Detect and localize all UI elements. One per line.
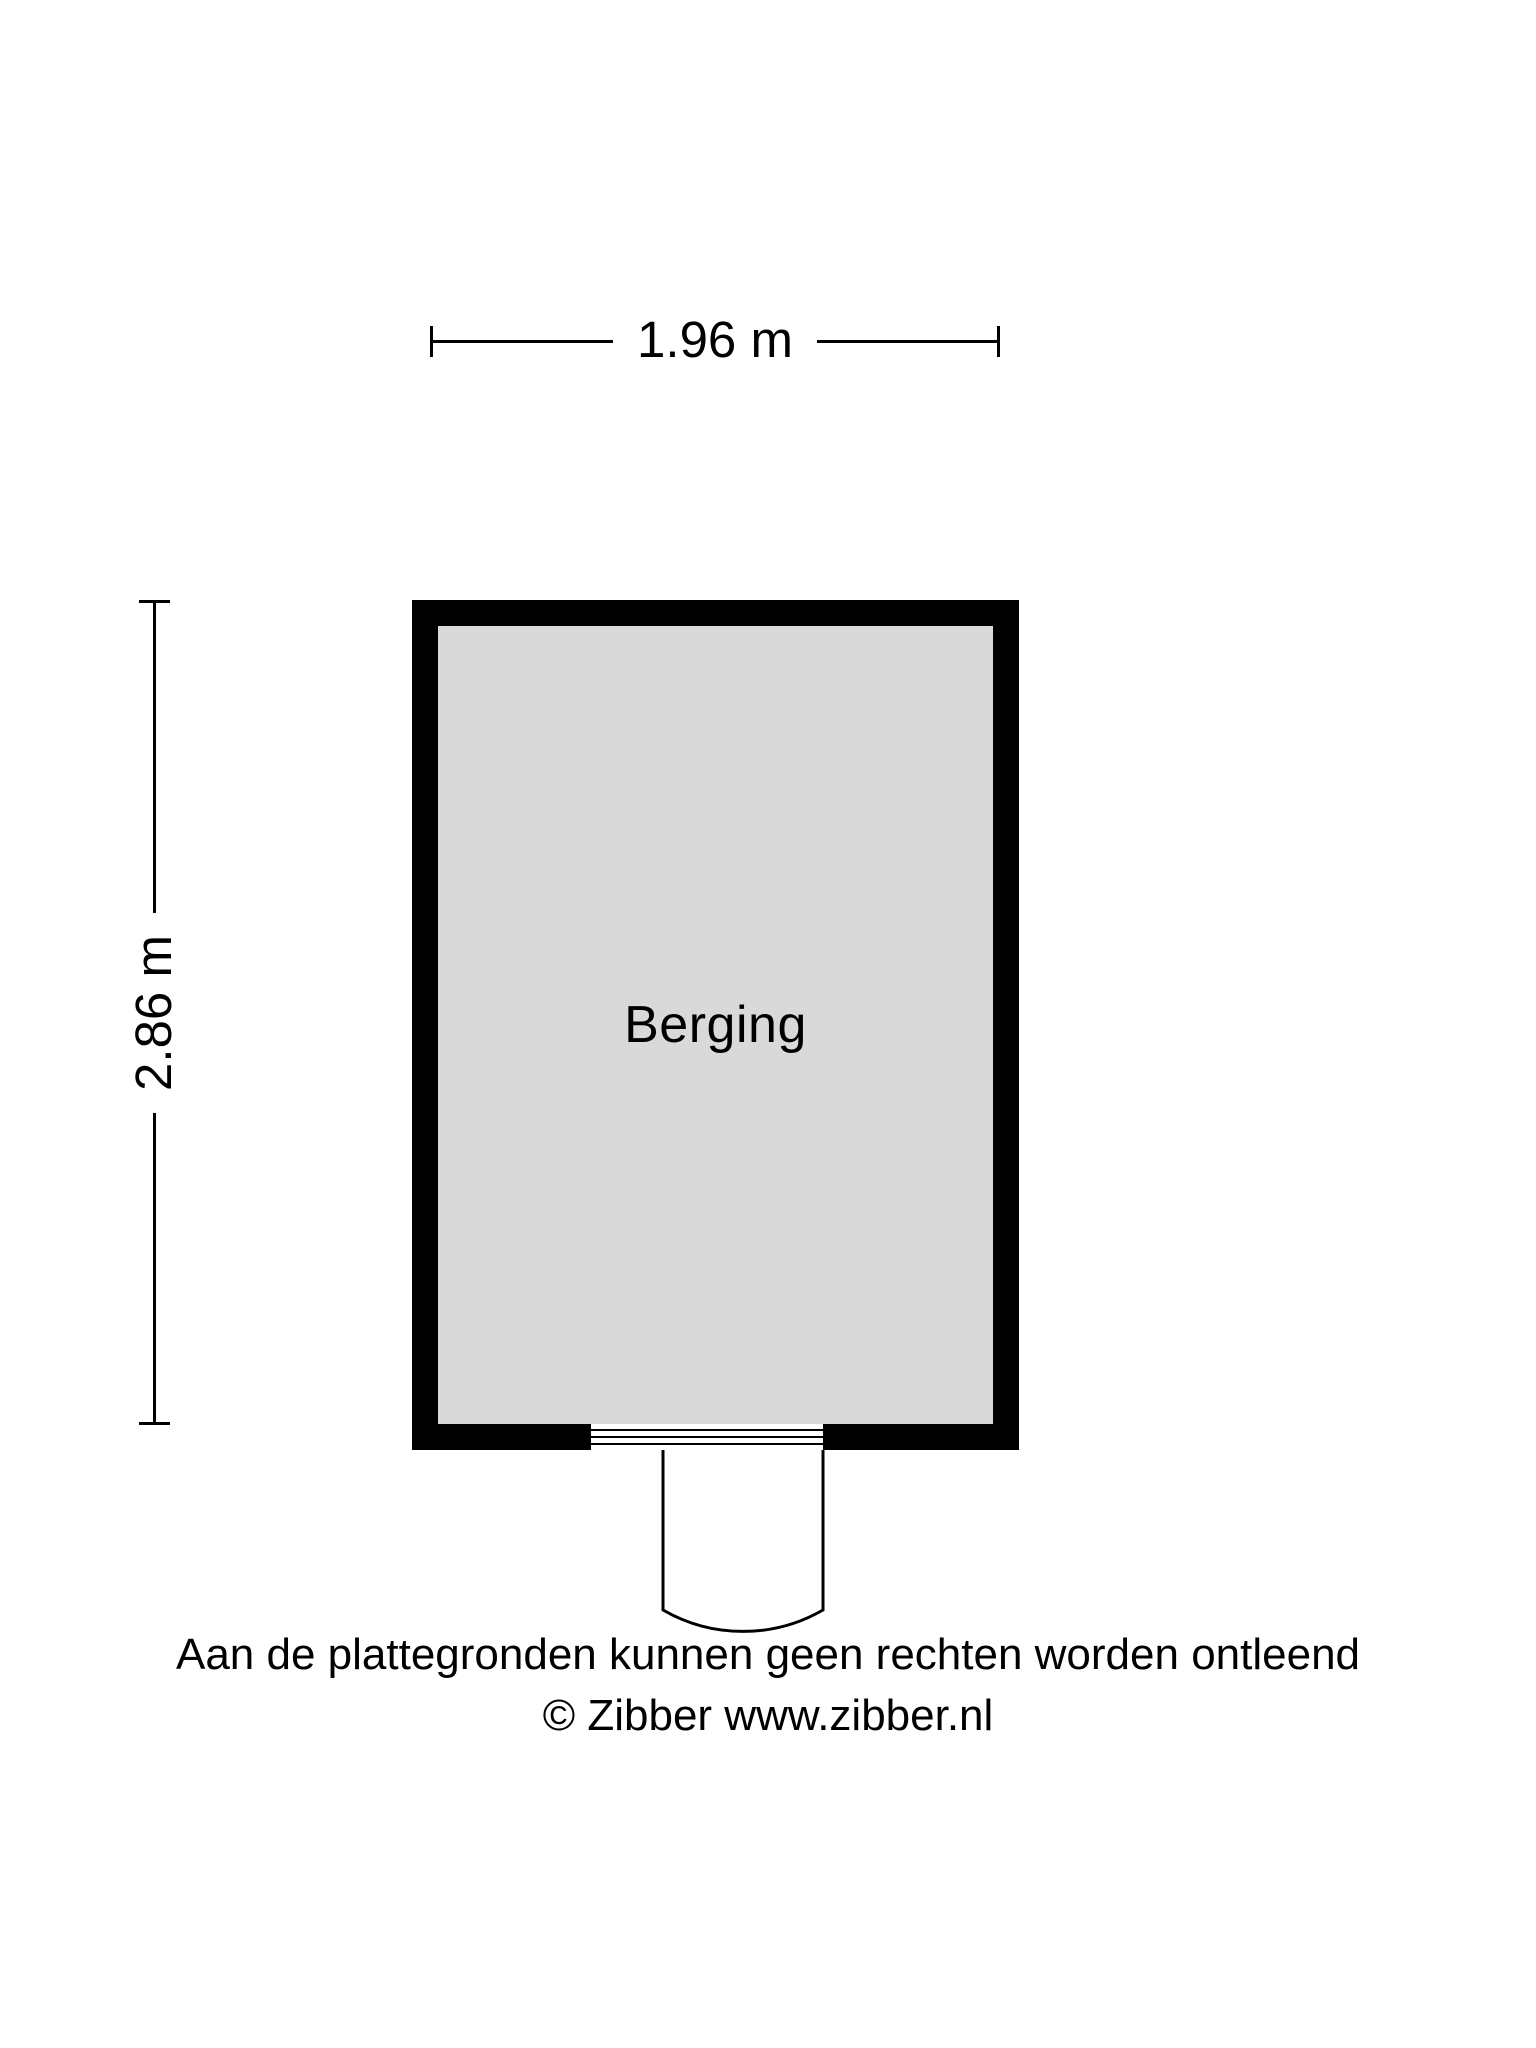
footer-copyright: © Zibber www.zibber.nl xyxy=(542,1691,994,1740)
floor-plan xyxy=(412,600,1019,1450)
room-name-label: Berging xyxy=(624,996,807,1054)
dimension-height-label: 2.86 m xyxy=(118,913,190,1113)
door-frame-line xyxy=(591,1443,823,1445)
dimension-height-cap-bottom xyxy=(139,1422,170,1425)
door-opening xyxy=(582,1424,832,1450)
room-walls xyxy=(412,600,1019,1450)
dimension-height xyxy=(105,600,215,1425)
footer-disclaimer: Aan de plattegronden kunnen geen rechten worden ontleend xyxy=(175,1630,1361,1679)
dimension-width xyxy=(430,300,1000,380)
door-frame-line xyxy=(591,1429,823,1431)
door-jamb-left xyxy=(582,1424,591,1450)
footer xyxy=(0,1625,1536,1747)
dimension-width-cap-right xyxy=(997,326,1000,357)
door-frame-line xyxy=(591,1436,823,1438)
door-jamb-right xyxy=(823,1424,832,1450)
dimension-width-cap-left xyxy=(430,326,433,357)
dimension-height-cap-top xyxy=(139,600,170,603)
dimension-width-label: 1.96 m xyxy=(613,300,817,380)
